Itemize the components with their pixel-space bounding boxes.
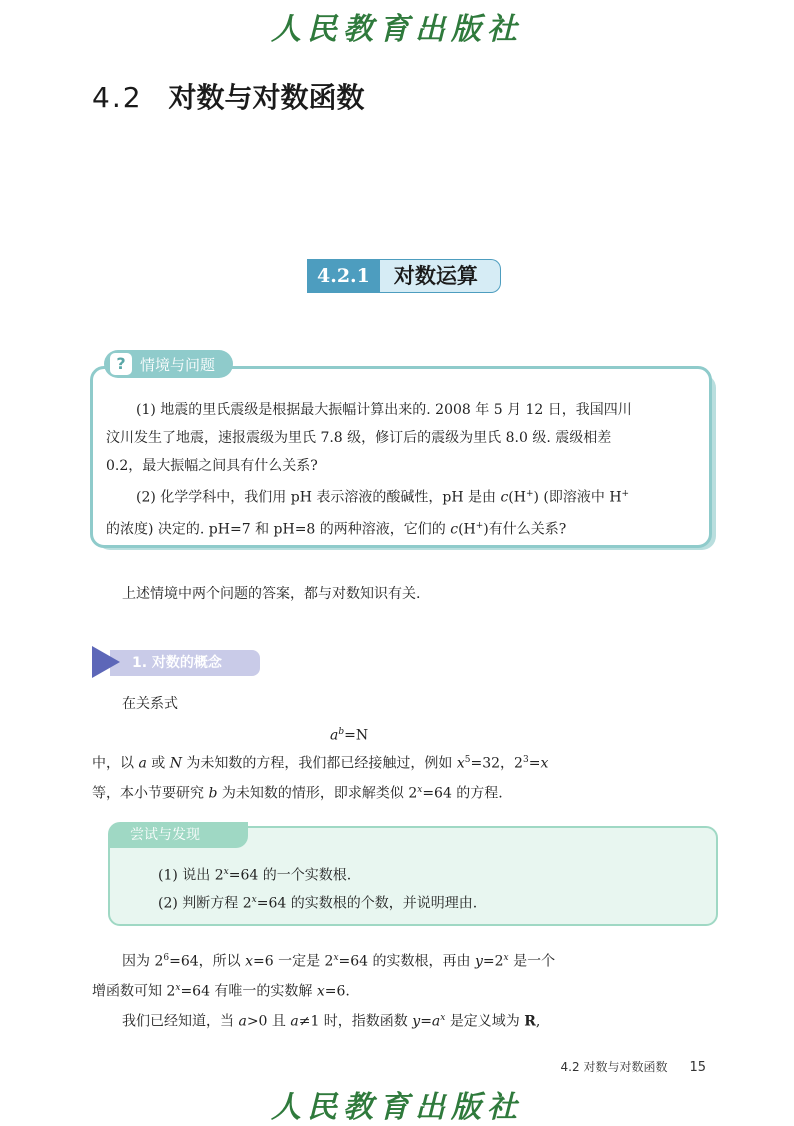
q2-line1: (2) 化学学科中，我们用 pH 表示溶液的酸碱性，pH 是由 c(H+) (即溶液中 H+: [136, 489, 630, 506]
concept-tag: [92, 646, 252, 678]
page-number: 15: [689, 1060, 706, 1075]
body-line1: 因为 $2^6=64$，所以 x=6 一定是 $2^x=64$ 的实数根，再由 $y=2^x$ 是一个: [122, 953, 556, 970]
section-title: 对数运算: [380, 259, 501, 293]
try-item-1: (1) 说出 $2^x=64$ 的一个实数根.: [158, 867, 352, 884]
page-footer: [561, 1058, 706, 1075]
q1-line1: (1) 地震的里氏震级是根据最大振幅计算出来的. 2008 年 5 月 12 日，我国四川: [136, 402, 632, 418]
scenario-text: [106, 396, 698, 543]
concept-line2: 中，以 a 或 N 为未知数的方程，我们都已经接触过，例如 $x^5=32$，$2^3=x$: [92, 755, 549, 772]
try-tag: [108, 822, 248, 848]
chapter-name: 对数与对数函数: [168, 81, 365, 114]
chapter-number: 4.2: [92, 81, 143, 114]
concept-formula: $a^b=N$: [330, 727, 369, 744]
publisher-logo-bottom: 人民教育出版社: [271, 1090, 523, 1125]
try-item-2: (2) 判断方程 $2^x=64$ 的实数根的个数，并说明理由.: [158, 895, 478, 912]
intro-text: 上述情境中两个问题的答案，都与对数知识有关.: [122, 586, 421, 602]
scenario-tag-label: 情境与问题: [140, 355, 216, 374]
q1-line2: 汶川发生了地震，速报震级为里氏 7.8 级，修订后的震级为里氏 8.0 级. 震级相差: [106, 430, 612, 446]
concept-tag-label: 1. 对数的概念: [132, 655, 222, 671]
section-number: 4.2.1: [307, 259, 380, 293]
q1-line3: 0.2，最大振幅之间具有什么关系?: [106, 458, 318, 474]
chapter-title: [92, 76, 365, 116]
concept-line1: 在关系式: [122, 696, 178, 712]
body-line3: 我们已经知道，当 a>0 且 a≠1 时，指数函数 $y=a^x$ 是定义域为 R,: [122, 1013, 541, 1030]
concept-line3: 等，本小节要研究 b 为未知数的情形，即求解类似 $2^x=64$ 的方程.: [92, 785, 503, 802]
question-icon: ?: [110, 353, 132, 375]
publisher-logo-top: 人民教育出版社: [271, 12, 523, 47]
body-line2: 增函数可知 $2^x=64$ 有唯一的实数解 x=6.: [92, 983, 350, 1000]
running-head: 4.2 对数与对数函数: [560, 1060, 668, 1074]
try-tag-label: 尝试与发现: [130, 827, 200, 843]
scenario-tag: [104, 350, 233, 378]
play-arrow-icon: [92, 646, 120, 678]
section-badge: [307, 259, 501, 293]
q2-line2: 的浓度) 决定的. pH=7 和 pH=8 的两种溶液，它们的 c(H+)有什么关系?: [106, 520, 567, 538]
